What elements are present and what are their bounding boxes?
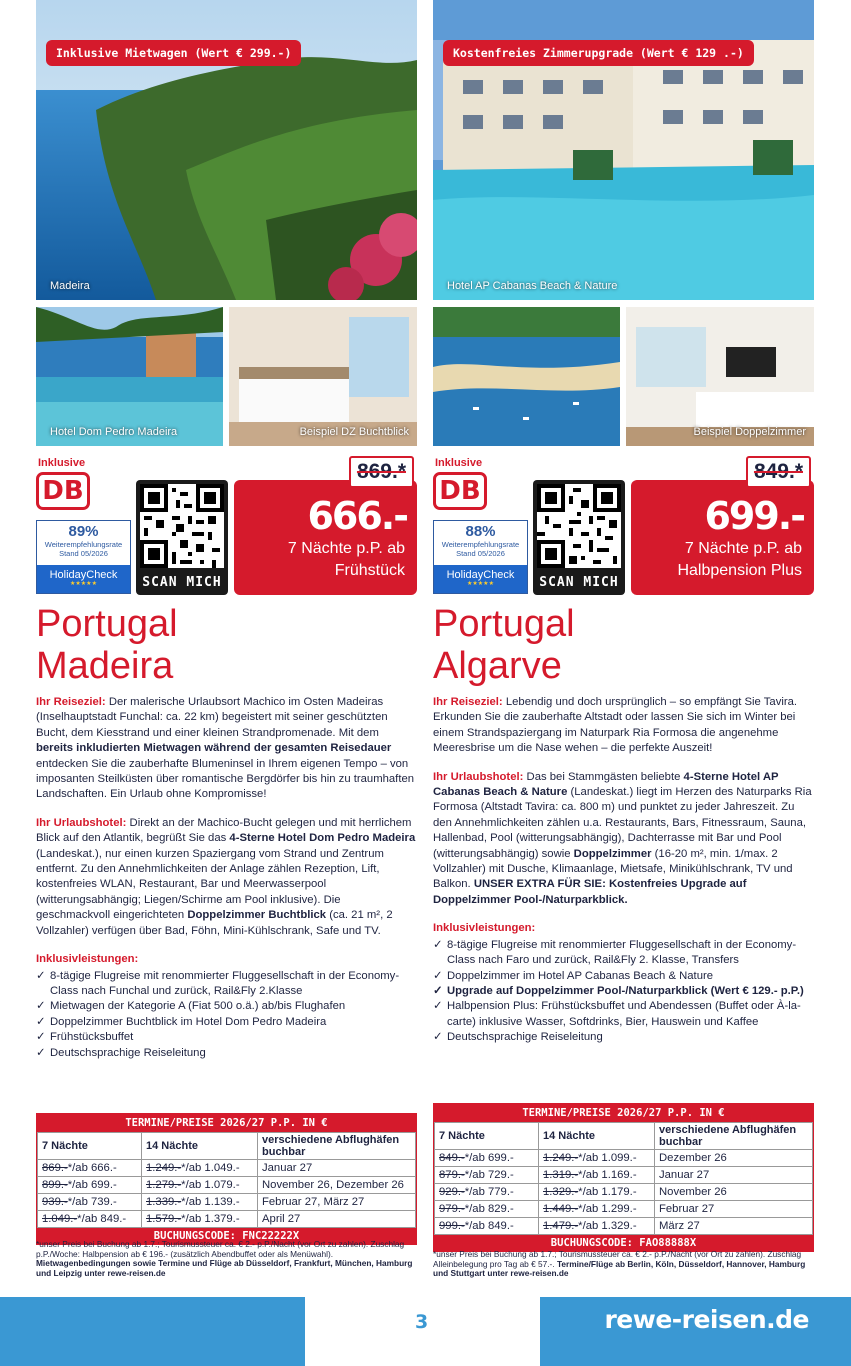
- inclusive-heading: Inklusivleistungen:: [36, 953, 139, 966]
- lagoon-photo: [433, 307, 620, 446]
- photo-caption: Madeira: [50, 280, 90, 292]
- destination-paragraph: Ihr Reiseziel: Der malerische Urlaubsort Machico im Osten Madeiras (Inselhauptstadt Funchal: ca. 22 km) begeistert mit seiner geschützten Bucht, dem Kiesstrand und einer kleinen Strandpromenade. Mit dem bereits inkludierten Mietwagen während der gesamten Reisedauer entdecken Sie die zauberhafte Blumeninsel in Ihrem eigenen Tempo – von imposanten Steilküsten über romantische Bergdörfer bis hin zu traumhaften Landschaften. Ein Urlaub ohne Kompromisse!: [36, 696, 415, 801]
- column-header: 14 Nächte: [142, 1133, 258, 1160]
- holidaycheck-logo: [37, 565, 130, 593]
- booking-code: BUCHUNGSCODE: FAO88888X: [434, 1235, 813, 1251]
- region: Algarve: [433, 645, 562, 687]
- recommendation-label: Weiterempfehlungsrate: [44, 540, 123, 549]
- column-header: verschiedene Abflughäfen buchbar: [655, 1123, 813, 1150]
- holidaycheck-badge: [433, 520, 528, 594]
- booking-code: BUCHUNGSCODE: FNC22222X: [37, 1228, 416, 1244]
- holidaycheck-logo: [434, 565, 527, 593]
- holidaycheck-badge: [36, 520, 131, 594]
- table-row: 939.-*/ab 739.- 1.339.-*/ab 1.139.- Februar 27, März 27: [38, 1194, 416, 1211]
- list-item: ✓ 8-tägige Flugreise mit renommierter Fluggesellschaft in der Economy-Class nach Funchal und zurück, Rail&Fly 2.Klasse: [36, 969, 417, 1000]
- table-row: 899.-*/ab 699.- 1.279.-*/ab 1.079.- November 26, Dezember 26: [38, 1177, 416, 1194]
- photo-caption: Hotel Dom Pedro Madeira: [50, 426, 178, 438]
- offer-description: [36, 695, 417, 1061]
- price-table: [36, 1113, 417, 1245]
- inklusive-label: Inklusive: [38, 457, 86, 469]
- offer-banner: Kostenfreies Zimmerupgrade (Wert € 129 .-): [443, 40, 754, 66]
- hotel-paragraph: Ihr Urlaubshotel: Das bei Stammgästen beliebte 4-Sterne Hotel AP Cabanas Beach & Nature (Landeskat.) liegt im Herzen des Naturparks Ria Formosa (Altstadt Tavira: ca. 800 m) und punktet zu jeder Jahreszeit. Zu den Annehmlichkeiten zählen u.a. Restaurants, Bars, Fitnessraum, Sauna, Hallenbad, Pool (witterungsabhängig), Dachterrasse mit Bar und Pool (witterungsabhängig) sowie Doppelzimmer (16-20 m², min. 1/max. 2 Vollzahler) mit Dusche, Klimaanlage, Mietsafe, Minikühlschrank, TV und Balkon. UNSER EXTRA FÜR SIE: Kostenfreies Upgrade auf Doppelzimmer Pool-/Naturparkblick.: [433, 770, 812, 906]
- list-item: ✓ 8-tägige Flugreise mit renommierter Fluggesellschaft in der Economy-Class nach Faro und zurück, Rail&Fly 2. Klasse, Transfers: [433, 938, 814, 969]
- recommendation-rate: 88%: [465, 523, 496, 540]
- list-item: ✓ Doppelzimmer Buchtblick im Hotel Dom Pedro Madeira: [36, 1015, 417, 1030]
- table-title: TERMINE/PREISE 2026/27 P.P. IN €: [434, 1104, 813, 1122]
- price-table: [433, 1103, 814, 1252]
- table-row: 999.-*/ab 849.- 1.479.-*/ab 1.329.- März 27: [435, 1218, 813, 1235]
- destination-paragraph: Ihr Reiseziel: Lebendig und doch ursprünglich – so empfängt Sie Tavira. Erkunden Sie die zauberhafte Altstadt oder lassen Sie sich im Winter bei einem Strandspaziergang im Naturpark Ria Formosa die angenehme Meeresbrise um die Nase wehen – die perfekte Auszeit!: [433, 696, 798, 755]
- scan-label: SCAN MICH: [142, 575, 222, 590]
- info-row: [433, 455, 814, 595]
- qr-code[interactable]: [136, 480, 228, 595]
- list-item: ✓ Upgrade auf Doppelzimmer Pool-/Naturparkblick (Wert € 129.- p.P.): [433, 984, 814, 999]
- offer-description: [433, 695, 814, 1046]
- list-item: ✓ Doppelzimmer im Hotel AP Cabanas Beach & Nature: [433, 969, 814, 984]
- inclusive-list: [36, 969, 417, 1061]
- new-price: 699.-: [704, 494, 804, 538]
- offer-banner: Inklusive Mietwagen (Wert € 299.-): [46, 40, 301, 66]
- recommendation-date: Stand 05/2026: [59, 549, 108, 558]
- table-header-row: [38, 1133, 416, 1160]
- fine-print: *unser Preis bei Buchung ab 1.7.; Tourismussteuer ca. € 2.- p.P./Nacht (vor Ort zu zahlen). Zuschlag p.P./Woche: Halbpension ab € 196.- (zusätzlich Abendbuffet oder als Menüwahl). Mietwagenbedingungen sowie Termine und Flüge ab Düsseldorf, Frankfurt, München, Hamburg und Leipzig unter rewe-reisen.de: [36, 1239, 413, 1278]
- column-header: 14 Nächte: [539, 1123, 655, 1150]
- page-number: 3: [415, 1311, 429, 1333]
- stars-icon: ★★★★★: [467, 581, 494, 587]
- recommendation-label: Weiterempfehlungsrate: [441, 540, 520, 549]
- column-header: 7 Nächte: [38, 1133, 142, 1160]
- room-photo: [626, 307, 814, 446]
- madeira-photo: [36, 0, 417, 300]
- table-row: 979.-*/ab 829.- 1.449.-*/ab 1.299.- Februar 27: [435, 1201, 813, 1218]
- db-logo: DB: [36, 472, 90, 510]
- table-row: 1.049.-*/ab 849.- 1.579.-*/ab 1.379.- April 27: [38, 1211, 416, 1228]
- country: Portugal: [36, 603, 178, 645]
- destination-title: [36, 603, 178, 687]
- table-row: 879.-*/ab 729.- 1.319.-*/ab 1.169.- Januar 27: [435, 1167, 813, 1184]
- table-row: 869.-*/ab 666.- 1.249.-*/ab 1.049.- Januar 27: [38, 1160, 416, 1177]
- destination-title: [433, 603, 575, 687]
- table-header-row: [435, 1123, 813, 1150]
- list-item: ✓ Mietwagen der Kategorie A (Fiat 500 o.ä.) ab/bis Flughafen: [36, 999, 417, 1014]
- hotel-photo: [36, 307, 223, 446]
- photo-caption: Beispiel Doppelzimmer: [693, 426, 806, 438]
- fine-print: *unser Preis bei Buchung ab 1.7.; Tourismussteuer ca. € 2.- p.P./Nacht (vor Ort zu zahlen). Zuschlag Alleinbelegung pro Tag ab € 57.-. Termine/Flüge ab Berlin, Köln, Düsseldorf, Hannover, Hamburg und Stuttgart unter rewe-reisen.de: [433, 1249, 806, 1278]
- photo-caption: Hotel AP Cabanas Beach & Nature: [447, 280, 618, 292]
- recommendation-rate: 89%: [68, 523, 99, 540]
- column-header: 7 Nächte: [435, 1123, 539, 1150]
- inclusive-list: [433, 938, 814, 1046]
- list-item: ✓ Frühstücksbuffet: [36, 1030, 417, 1045]
- table-row: 929.-*/ab 779.- 1.329.-*/ab 1.179.- November 26: [435, 1184, 813, 1201]
- photo-caption: Beispiel DZ Buchtblick: [299, 426, 409, 438]
- algarve-hotel-photo: [433, 0, 814, 300]
- country: Portugal: [433, 603, 575, 645]
- old-price: 869.*: [349, 456, 414, 488]
- room-photo: [229, 307, 417, 446]
- website-link[interactable]: rewe-reisen.de: [604, 1305, 809, 1334]
- qr-code-icon: [537, 484, 621, 568]
- holidaycheck-logo-text: HolidayCheck: [49, 569, 118, 581]
- info-row: [36, 455, 417, 595]
- column-header: verschiedene Abflughäfen buchbar: [258, 1133, 416, 1160]
- price-box: [631, 460, 814, 595]
- inklusive-label: Inklusive: [435, 457, 483, 469]
- table-row: 849.-*/ab 699.- 1.249.-*/ab 1.099.- Dezember 26: [435, 1150, 813, 1167]
- new-price: 666.-: [307, 494, 407, 538]
- hotel-paragraph: Ihr Urlaubshotel: Direkt an der Machico-Bucht gelegen und mit herrlichem Blick auf den Atlantik, begrüßt Sie das 4-Sterne Hotel Dom Pedro Madeira (Landeskat.), nur einen kurzen Spaziergang vom Strand und Zentrum entfernt. Zu den Annehmlichkeiten der Anlage zählen Rezeption, Lift, kostenfreies WLAN, Restaurant, Bar und Meerwasserpool (witterungsabhängig; Liegen/Schirme am Pool inklusive). Die geschmackvoll eingerichteten Doppelzimmer Buchtblick (ca. 21 m², 2 Vollzahler) verfügen über Bad, Föhn, Mini-Kühlschrank, Safe und TV.: [36, 816, 416, 937]
- db-logo: DB: [433, 472, 487, 510]
- price-description: 7 Nächte p.P. ab Frühstück: [287, 540, 405, 579]
- stars-icon: ★★★★★: [70, 581, 97, 587]
- table-title: TERMINE/PREISE 2026/27 P.P. IN €: [37, 1114, 416, 1132]
- holidaycheck-logo-text: HolidayCheck: [446, 569, 515, 581]
- qr-code[interactable]: [533, 480, 625, 595]
- region: Madeira: [36, 645, 174, 687]
- qr-code-icon: [140, 484, 224, 568]
- footer-band-left: [0, 1297, 305, 1366]
- recommendation-date: Stand 05/2026: [456, 549, 505, 558]
- scan-label: SCAN MICH: [539, 575, 619, 590]
- footer-band-right: [540, 1297, 851, 1366]
- list-item: ✓ Deutschsprachige Reiseleitung: [36, 1046, 417, 1061]
- old-price: 849.*: [746, 456, 811, 488]
- page-footer: [0, 1297, 851, 1366]
- list-item: ✓ Deutschsprachige Reiseleitung: [433, 1030, 814, 1045]
- price-box: [234, 460, 417, 595]
- list-item: ✓ Halbpension Plus: Frühstücksbuffet und Abendessen (Buffet oder À-la-carte) inklusive Wasser, Softdrinks, Bier, Hauswein und Kaffee: [433, 999, 814, 1030]
- price-description: 7 Nächte p.P. ab Halbpension Plus: [677, 540, 802, 579]
- inclusive-heading: Inklusivleistungen:: [433, 922, 536, 935]
